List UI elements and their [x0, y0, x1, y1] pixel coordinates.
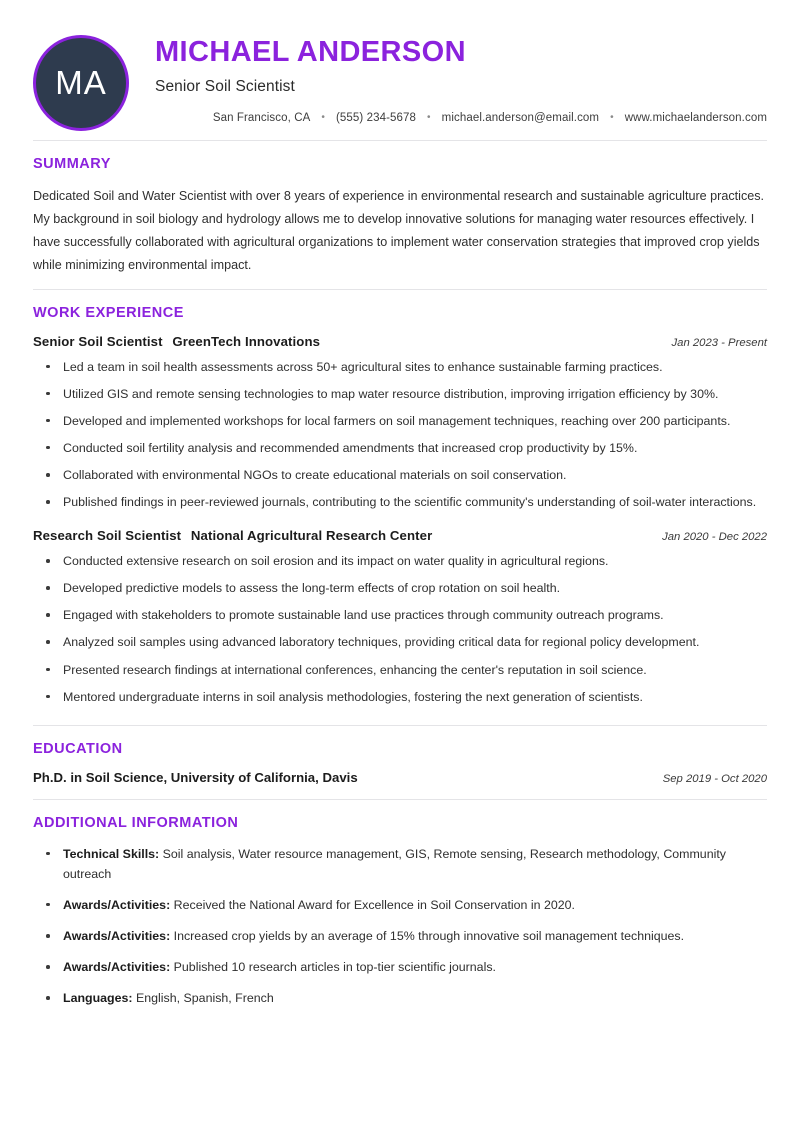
job-company: National Agricultural Research Center: [190, 528, 433, 544]
list-item: [42, 895, 767, 915]
bullet-separator-icon: •: [321, 112, 325, 124]
info-value: Soil analysis, Water resource management, GIS, Remote sensing, Research methodology, Community outreach: [63, 846, 726, 881]
bullet-separator-icon: •: [610, 112, 614, 124]
list-item: Engaged with stakeholders to promote sustainable land use practices through community outreach programs.: [42, 605, 767, 625]
bullet-separator-icon: •: [427, 112, 431, 124]
resume-header: [33, 0, 767, 140]
section-title-additional-information: ADDITIONAL INFORMATION: [33, 814, 239, 831]
list-item: Published findings in peer-reviewed journals, contributing to the scientific community's understanding of soil-water interactions.: [42, 492, 767, 512]
list-item: Utilized GIS and remote sensing technologies to map water resource distribution, improving irrigation efficiency by 30%.: [42, 384, 767, 404]
list-item: [42, 844, 767, 884]
info-label: Awards/Activities:: [63, 960, 171, 975]
list-item: Led a team in soil health assessments across 50+ agricultural sites to enhance sustainable farming practices.: [42, 357, 767, 377]
education-entry: [33, 770, 767, 799]
contact-row: [155, 112, 767, 124]
section-title-education: EDUCATION: [33, 740, 123, 757]
education-dates: Sep 2019 - Oct 2020: [662, 772, 767, 785]
list-item: Conducted extensive research on soil erosion and its impact on water quality in agricultural regions.: [42, 551, 767, 571]
job-role: Research Soil Scientist: [33, 528, 182, 544]
list-item: Presented research findings at international conferences, enhancing the center's reputation in soil science.: [42, 660, 767, 680]
list-item: [42, 957, 767, 977]
contact-phone[interactable]: (555) 234-5678: [336, 112, 417, 125]
section-summary: [33, 141, 767, 289]
info-value: Received the National Award for Excellence in Soil Conservation in 2020.: [173, 897, 575, 912]
job-company: GreenTech Innovations: [172, 333, 321, 349]
header-text-block: [129, 33, 767, 124]
job-dates: Jan 2020 - Dec 2022: [662, 531, 767, 544]
section-additional-information: [33, 800, 767, 1009]
list-item: Developed predictive models to assess the long-term effects of crop rotation on soil health.: [42, 578, 767, 598]
section-education: [33, 726, 767, 799]
section-title-work-experience: WORK EXPERIENCE: [33, 304, 184, 321]
list-item: [42, 926, 767, 946]
list-item: Conducted soil fertility analysis and recommended amendments that increased crop productivity by 15%.: [42, 438, 767, 458]
job-entry: [33, 334, 767, 515]
avatar: [33, 35, 129, 131]
job-bullet-list: [33, 357, 767, 513]
page-title: MICHAEL ANDERSON: [155, 36, 466, 68]
summary-text: Dedicated Soil and Water Scientist with over 8 years of experience in environmental research and sustainable agriculture practices. My background in soil biology and hydrology allows me to develop innovative solutions for managing water resources effectively. I have successfully collaborated with agricultural organizations to implement water conservation strategies that improved crop yields while minimizing environmental impact.: [33, 189, 765, 272]
contact-location: San Francisco, CA: [212, 112, 311, 125]
list-item: Collaborated with environmental NGOs to create educational materials on soil conservation.: [42, 465, 767, 485]
list-item: [42, 988, 767, 1008]
info-label: Technical Skills:: [63, 846, 160, 861]
job-bullet-list: [33, 551, 767, 707]
job-header: [33, 334, 767, 349]
avatar-initials: MA: [55, 64, 107, 101]
info-value: Published 10 research articles in top-tier scientific journals.: [173, 960, 496, 975]
contact-website[interactable]: www.michaelanderson.com: [624, 112, 767, 125]
contact-email[interactable]: michael.anderson@email.com: [441, 112, 600, 125]
job-header: [33, 528, 767, 543]
header-job-title: Senior Soil Scientist: [155, 78, 295, 96]
info-label: Languages:: [63, 991, 133, 1006]
job-dates: Jan 2023 - Present: [671, 336, 767, 349]
list-item: Analyzed soil samples using advanced laboratory techniques, providing critical data for regional policy development.: [42, 632, 767, 652]
education-degree: Ph.D. in Soil Science, University of California, Davis: [33, 769, 358, 785]
info-value: Increased crop yields by an average of 15% through innovative soil management techniques.: [173, 929, 685, 944]
additional-info-list: [33, 844, 767, 1009]
info-label: Awards/Activities:: [63, 897, 171, 912]
section-title-summary: SUMMARY: [33, 156, 111, 172]
info-value: English, Spanish, French: [136, 991, 274, 1006]
info-label: Awards/Activities:: [63, 929, 171, 944]
list-item: Developed and implemented workshops for local farmers on soil management techniques, reaching over 200 participants.: [42, 411, 767, 431]
job-role: Senior Soil Scientist: [33, 333, 163, 349]
section-work-experience: [33, 290, 767, 725]
list-item: Mentored undergraduate interns in soil analysis methodologies, fostering the next generation of scientists.: [42, 687, 767, 707]
job-title-company: [33, 334, 320, 349]
job-entry: [33, 514, 767, 709]
job-title-company: [33, 528, 432, 543]
